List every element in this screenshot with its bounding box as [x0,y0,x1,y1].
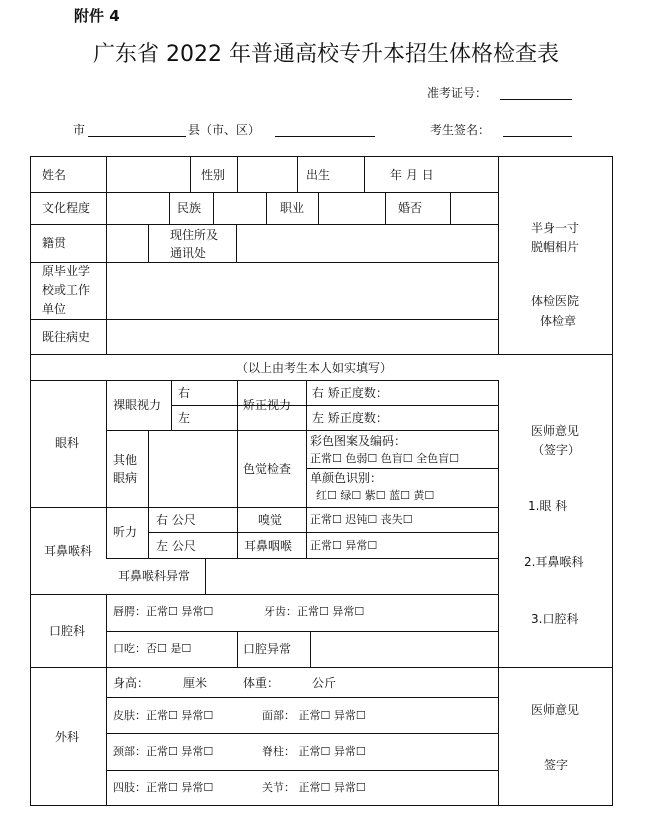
origin-label: 籍贯 [42,236,67,250]
self-fill-note: （以上由考生本人如实填写） [236,361,393,375]
other-eye-label-2: 眼病 [113,471,138,485]
joints-options[interactable]: 关节： 正常☐ 异常☐ [262,781,366,794]
photo-label-1: 半身一寸 [531,221,580,235]
ent-signature-label: 2.耳鼻喉科 [524,555,584,569]
left-correction-label: 左 矫正度数： [312,411,388,425]
ent-section-label: 耳鼻喉科 [44,544,93,558]
throat-options[interactable]: 正常☐ 异常☐ [310,539,378,552]
hearing-left-label: 左 公尺 [156,539,196,553]
color-pattern-label: 彩色图案及编码： [310,434,407,448]
mono-color-options[interactable]: 红☐ 绿☐ 紫☐ 蓝☐ 黄☐ [316,489,435,502]
smell-options[interactable]: 正常☐ 迟钝☐ 丧失☐ [310,513,413,526]
naked-left-label: 左 [178,411,191,425]
doctor-opinion-label: 医师意见 [531,424,580,438]
signature-label: 考生签名： [430,123,491,137]
surgery-section-label: 外科 [55,730,80,744]
teeth-options[interactable]: 牙齿：正常☐ 异常☐ [264,605,365,618]
history-label: 既往病史 [42,330,91,344]
school-label-2: 校或工作 [42,283,91,297]
spine-options[interactable]: 脊柱： 正常☐ 异常☐ [262,745,366,758]
weight-label: 体重： [243,676,280,690]
stamp-label-2: 体检章 [540,314,577,328]
county-line[interactable] [275,136,375,137]
eye-signature-label: 1.眼 科 [528,499,568,513]
face-options[interactable]: 面部： 正常☐ 异常☐ [262,709,366,722]
smell-label: 嗅觉 [258,513,283,527]
other-eye-label-1: 其他 [113,453,138,467]
city-line[interactable] [88,136,186,137]
hearing-right-label: 右 公尺 [156,513,196,527]
eye-section-label: 眼科 [55,436,80,450]
surgery-sign-label: 签字 [544,758,569,772]
occupation-label: 职业 [280,201,305,215]
marital-label: 婚否 [398,201,423,215]
address-label-2: 通讯处 [170,246,207,260]
stamp-label-1: 体检医院 [531,294,580,308]
city-label: 市 [73,123,86,137]
mono-color-label: 单颜色识别： [310,471,383,485]
oral-abnormal-label: 口腔异常 [243,642,292,656]
hearing-label: 听力 [113,525,138,539]
height-unit: 厘米 [183,676,208,690]
naked-right-label: 右 [178,386,191,400]
doctor-sign-label: （签字） [532,443,581,457]
surgery-opinion-label: 医师意见 [531,703,580,717]
oral-section-label: 口腔科 [49,624,86,638]
page-title: 广东省 2022 年普通高校专升本招生体格检查表 [93,42,559,67]
limbs-options[interactable]: 四肢：正常☐ 异常☐ [113,781,214,794]
school-label-1: 原毕业学 [42,264,91,278]
exam-id-label: 准考证号： [427,86,488,100]
corrected-vision-label: 矫正视力 [243,398,292,412]
naked-vision-label: 裸眼视力 [113,398,162,412]
birth-label: 出生 [306,168,331,182]
name-label: 姓名 [42,168,67,182]
skin-options[interactable]: 皮肤：正常☐ 异常☐ [113,709,214,722]
color-pattern-options[interactable]: 正常☐ 色弱☐ 色盲☐ 全色盲☐ [310,452,459,465]
exam-id-line[interactable] [500,99,572,100]
ent-abnormal-label: 耳鼻喉科异常 [118,569,191,583]
gender-label: 性别 [201,168,226,182]
weight-unit: 公斤 [312,676,337,690]
county-label: 县（市、区） [188,123,261,137]
height-label: 身高： [113,676,150,690]
stutter-options[interactable]: 口吃：否☐ 是☐ [113,642,192,655]
lips-options[interactable]: 唇腭：正常☐ 异常☐ [113,605,214,618]
oral-signature-label: 3.口腔科 [531,612,579,626]
signature-line[interactable] [503,136,572,137]
right-correction-label: 右 矫正度数： [312,386,388,400]
color-check-label: 色觉检查 [243,462,292,476]
throat-label: 耳鼻咽喉 [244,539,293,553]
birth-date-label: 年 月 日 [390,168,434,182]
neck-options[interactable]: 颈部：正常☐ 异常☐ [113,745,214,758]
address-label-1: 现住所及 [170,228,219,242]
education-label: 文化程度 [42,201,91,215]
attachment-label: 附件 4 [74,7,120,25]
photo-label-2: 脱帽相片 [531,240,580,254]
ethnicity-label: 民族 [177,201,202,215]
school-label-3: 单位 [42,302,67,316]
